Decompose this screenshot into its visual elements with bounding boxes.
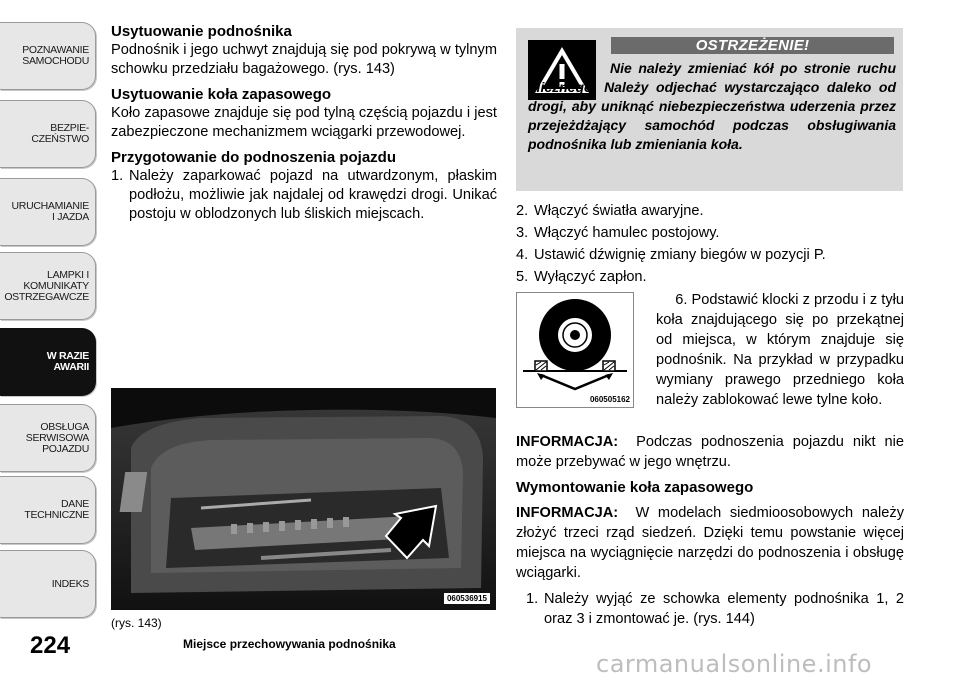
right-lower-section — [516, 432, 904, 629]
watermark: carmanualsonline.info — [596, 650, 873, 678]
left-column — [111, 22, 497, 224]
list-item: 5. Wyłączyć zapłon. — [516, 269, 647, 285]
tab-uruchamianie-i-jazda[interactable]: URUCHAMIANIE I JAZDA — [0, 178, 96, 246]
warning-text: Nie należy zmieniać kół po stronie ruchu ulicznego. Należy odjechać wystarczająco daleko od drogi, aby uniknąć niebezpieczeństwa uderzenia przez przejeżdżający samochód podczas obsługiwania podnośnika lub zmieniania koła. — [528, 60, 896, 152]
wheel-chocks-illustration — [517, 293, 633, 393]
steps-list — [516, 200, 904, 288]
figure-caption: (rys. 143) — [111, 616, 162, 630]
figure-jack-storage — [111, 388, 496, 610]
heading-preparation: Przygotowanie do podnoszenia pojazdu — [111, 149, 397, 166]
heading-spare-removal: Wymontowanie koła zapasowego — [516, 479, 754, 496]
list-item: 1. Należy zaparkować pojazd na utwardzonym, płaskim podłożu, możliwie jak najdalej od krawędzi drogi. Unikać postoju w oblodzonych lub śliskich miejscach. — [111, 168, 497, 222]
jack-storage-photo — [111, 388, 496, 610]
list-item: 3. Włączyć hamulec postojowy. — [516, 225, 720, 241]
page-number: 224 — [30, 632, 71, 659]
tab-indeks[interactable]: INDEKS — [0, 550, 96, 618]
paragraph-jack-location: Podnośnik i jego uchwyt znajdują się pod pokrywą w tylnym schowku przedziału bagażowego. (rys. 143) — [111, 42, 497, 77]
paragraph-spare-location: Koło zapasowe znajduje się pod tylną częścią pojazdu i jest zabezpieczone mechanizmem wciągarki przewodowej. — [111, 105, 497, 140]
tab-w-razie-awarii[interactable]: W RAZIE AWARII — [0, 328, 96, 396]
tab-obsluga-serwisowa[interactable]: OBSŁUGA SERWISOWA POJAZDU — [0, 404, 96, 472]
list-item: 2. Włączyć światła awaryjne. — [516, 203, 704, 219]
heading-spare-location: Usytuowanie koła zapasowego — [111, 86, 332, 103]
list-item: 4. Ustawić dźwignię zmiany biegów w pozycji P. — [516, 247, 826, 263]
warning-title: OSTRZEŻENIE! — [611, 37, 894, 54]
figure-id: 060536915 — [444, 593, 490, 604]
warning-box — [516, 28, 903, 191]
step-6: 6. Podstawić klocki z przodu i z tyłu koła znajdującego się po przekątnej od miejsca, w którym znajduje się podnośnik. Na przykład w przypadku wymiany prawego przedniego koła należy zablokować lewe tylne koło. — [656, 292, 904, 408]
info-note-2: INFORMACJA: W modelach siedmioosobowych należy złożyć trzeci rząd siedzeń. Dzięki temu powstanie więcej miejsca na wyciągnięcie narzędzi do podnoszenia i obsługę wciągarki. — [516, 505, 905, 581]
info-note-1: INFORMACJA: Podczas podnoszenia pojazdu nikt nie może przebywać w jego wnętrzu. — [516, 434, 905, 470]
tab-bezpieczenstwo[interactable]: BEZPIE- CZEŃSTWO — [0, 100, 96, 168]
figure-wheel-chocks — [516, 292, 634, 408]
tab-lampki-i-komunikaty[interactable]: LAMPKI I KOMUNIKATY OSTRZEGAWCZE — [0, 252, 96, 320]
tab-poznawanie-samochodu[interactable]: POZNAWANIE SAMOCHODU — [0, 22, 96, 90]
list-item: 1. Należy wyjąć ze schowka elementy podnośnika 1, 2 oraz 3 i zmontować je. (rys. 144) — [526, 591, 904, 627]
heading-jack-location: Usytuowanie podnośnika — [111, 23, 292, 40]
figure-id: 060505162 — [589, 395, 630, 404]
figure-title: Miejsce przechowywania podnośnika — [183, 637, 396, 651]
tab-dane-techniczne[interactable]: DANE TECHNICZNE — [0, 476, 96, 544]
